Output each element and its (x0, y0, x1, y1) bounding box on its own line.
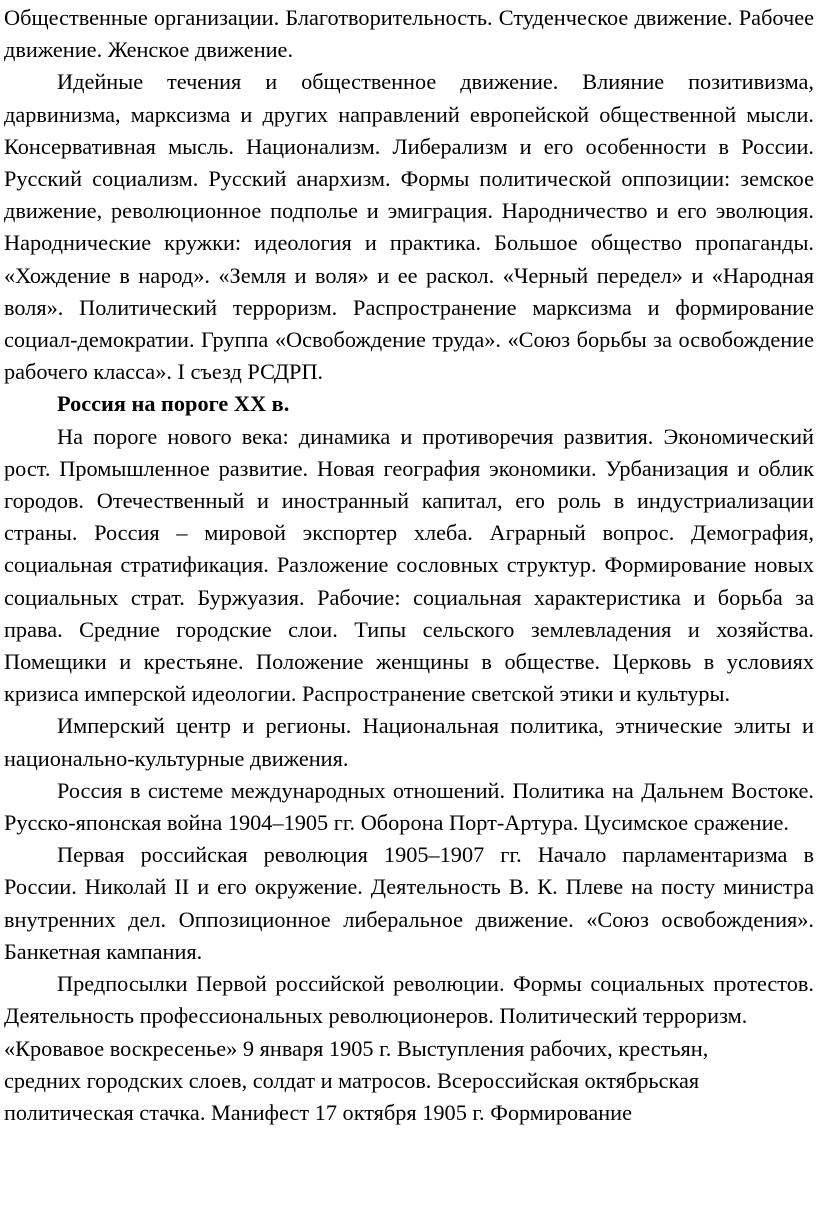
section-heading: Россия на пороге ХХ в. (57, 391, 290, 417)
paragraph-new-century: На пороге нового века: динамика и противоречия развития. Экономический рост. Промышленное развитие. Новая география экономики. Урбанизация и облик городов. Отечественный и иностранный капитал, его роль в индустриализации страны. Россия – мировой экспортер хлеба. Аграрный вопрос. Демография, социальная стратификация. Разложение сословных структур. Формирование новых социальных страт. Буржуазия. Рабочие: социальная характеристика и борьба за права. Средние городские слои. Типы сельского землевладения и хозяйства. Помещики и крестьяне. Положение женщины в обществе. Церковь в условиях кризиса имперской идеологии. Распространение светской этики и культуры. (4, 423, 814, 707)
paragraph-first-revolution: Первая российская революция 1905–1907 гг. Начало парламентаризма в России. Николай II и его окружение. Деятельность В. К. Плеве на посту министра внутренних дел. Оппозиционное либеральное движение. «Союз освобождения». Банкетная кампания. (4, 842, 814, 964)
paragraph-international-relations: Россия в системе международных отношений. Политика на Дальнем Востоке. Русско-японская война 1904–1905 гг. Оборона Порт-Артура. Цусимское сражение. (4, 777, 814, 836)
text-line: «Кровавое воскресенье» 9 января 1905 г. Выступления рабочих, крестьян, (4, 1035, 709, 1061)
text-line: средних городских слоев, солдат и матросов. Всероссийская октябрьская (4, 1067, 700, 1093)
paragraph-ideological-currents: Идейные течения и общественное движение. Влияние позитивизма, дарвинизма, марксизма и других направлений европейской общественной мысли. Консервативная мысль. Национализм. Либерализм и его особенности в России. Русский социализм. Русский анархизм. Формы политической оппозиции: земское движение, революционное подполье и эмиграция. Народничество и его эволюция. Народнические кружки: идеология и практика. Большое общество пропаганды. «Хождение в народ». «Земля и воля» и ее раскол. «Черный передел» и «Народная воля». Политический терроризм. Распространение марксизма и формирование социал-демократии. Группа «Освобождение труда». «Союз борьбы за освобождение рабочего класса». I съезд РСДРП. (4, 69, 814, 385)
paragraph-bloody-sunday (4, 1033, 814, 1130)
paragraph-imperial-center: Имперский центр и регионы. Национальная политика, этнические элиты и национально-культурные движения. (4, 713, 814, 771)
paragraph-revolution-prerequisites: Предпосылки Первой российской революции. Формы социальных протестов. Деятельность профессиональных революционеров. Политический терроризм. (4, 971, 814, 1029)
document-page (4, 2, 814, 1129)
paragraph-social-organizations: Общественные организации. Благотворительность. Студенческое движение. Рабочее движение. Женское движение. (4, 5, 814, 63)
text-line: политическая стачка. Манифест 17 октября 1905 г. Формирование (4, 1099, 633, 1125)
